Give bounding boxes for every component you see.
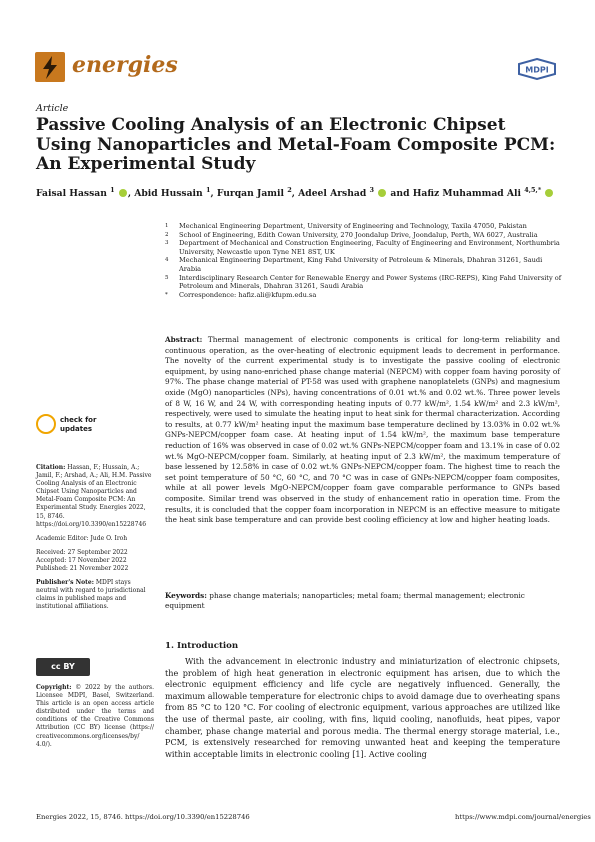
correspondence: * Correspondence: hafiz.ali@kfupm.edu.sa	[165, 290, 317, 299]
cc-license-icon[interactable]: cc BY	[36, 658, 90, 676]
author-affil: 1	[110, 186, 115, 194]
abstract	[165, 335, 560, 526]
journal-logo-icon	[35, 52, 65, 82]
check-updates-line2: updates	[60, 425, 92, 433]
journal-url-link[interactable]: https://www.mdpi.com/journal/energies	[455, 813, 591, 821]
affiliation-item: 1 Mechanical Engineering Department, University of Engineering and Technology, Taxila 47050, Pakistan	[165, 222, 527, 230]
accepted-date: Accepted: 17 November 2022	[36, 556, 127, 564]
section-heading: 1. Introduction	[165, 641, 239, 651]
author-name: Hafiz Muhammad Ali	[412, 188, 522, 200]
copyright-notice: Copyright: © 2022 by the authors. Licensee MDPI, Basel, Switzerland. This article is an open access article distributed under the terms and conditions of the Creative Commons Attribution (CC BY) license (https:// creativecommons.org/licenses/by/ 4.0/).	[36, 684, 154, 748]
affiliation-item: 3 Department of Mechanical and Construction Engineering, Faculty of Engineering and Environment, Northumbria University, Newcastle upon Tyne NE1 8ST, UK	[165, 239, 560, 256]
svg-text:MDPI: MDPI	[525, 65, 549, 75]
citation-text: Hassan, F.; Hussain, A.; Jamil, F.; Arshad, A.; Ali, H.M. Passive Cooling Analysis of an Electronic Chipset Using Nanoparticles and Metal-Foam Composite PCM: An Experimental Study. Energies 2022, 15, 8746. https://doi.org/10.3390/en15228746	[36, 464, 152, 528]
publisher-note: Publisher's Note: MDPI stays neutral with regard to jurisdictional claims in published maps and institutional affiliations.	[36, 579, 146, 611]
check-updates-line1: check for	[60, 416, 97, 424]
orcid-icon[interactable]	[119, 189, 127, 197]
author-affil: 3	[369, 186, 375, 194]
author-name: Furqan Jamil	[216, 188, 285, 200]
citation-block: Citation: Hassan, F.; Hussain, A.; Jamil, F.; Arshad, A.; Ali, H.M. Passive Cooling Analysis of an Electronic Chipset Using Nanoparticles and Metal-Foam Composite PCM: An Experimental Study. Energies 2022, 15, 8746. https://doi.org/10.3390/en15228746	[36, 464, 152, 528]
keywords	[165, 591, 560, 611]
keywords-label: Keywords:	[165, 591, 207, 600]
author-affil: 1	[205, 186, 211, 194]
sidebar	[36, 464, 154, 618]
author-name: Abid Hussain	[134, 188, 203, 200]
mdpi-logo-icon	[517, 58, 557, 80]
academic-editor: Academic Editor: Jude O. Iroh	[36, 534, 128, 542]
check-updates-icon	[36, 414, 56, 434]
affiliation-item: 5 Interdisciplinary Research Center for Renewable Energy and Power Systems (IRC-REPS), King Fahd University of Petroleum and Minerals, Dhahran 31261, Saudi Arabia	[165, 273, 562, 291]
author-list: Faisal Hassan $^1$ , Abid Hussain $^1$, Furqan Jamil $^2$, Adeel Arshad $^3$ and Hafiz Muhammad Ali $^{4,5,*}$	[36, 186, 576, 199]
paper-title: Passive Cooling Analysis of an Electronic Chipset Using Nanoparticles and Metal-Foam Composite PCM: An Experimental Study	[36, 115, 556, 174]
published-date: Published: 21 November 2022	[36, 565, 129, 573]
abstract-text: Thermal management of electronic components is critical for long-term reliability and continuous operation, as the over-heating of electronic equipment leads to decrement in performance. The novelty of the current experimental study is to investigate the passive cooling of electronic equipment, by using nano-enriched phase change material (NEPCM) with copper foam having porosity of 97%. The phase change material of PT-58 was used with graphene nanoplatelets (GNPs) and magnesium oxide (MgO) nanoparticles (NPs), having concentrations of 0.01 wt.% and 0.02 wt.%. Three power levels of 8 W, 16 W, and 24 W, with corresponding heating inputs of 0.77 kW/m², 1.54 kW/m² and 2.3 kW/m², respectively, were used to simulate the heating input to heat sink for thermal characterization. According to results, at 0.77 kW/m² heating input the maximum base temperature declined by 13.03% in 0.02 wt.% GNPs-NEPCM/copper foam case. At heating input of 1.54 kW/m², the maximum base temperature reduction of 16% was observed in case of 0.02 wt.% GNPs-NEPCM/copper foam and 13.1% in case of 0.02 wt.% MgO-NEPCM/copper foam. Similarly, at heating input of 2.3 kW/m², the maximum temperature of base lessened by 12.58% in case of 0.02 wt.% GNPs-NEPCM/copper foam. The highest time to reach the set point temperature of 50 °C, 60 °C, and 70 °C was in case of GNPs-NEPCM/copper foam composites, while at all power levels MgO-NEPCM/copper foam gave comparable performance to GNPs based composite. Similar trend was observed in the study of enhancement ratio in operation time. From the results, it is concluded that the copper foam incorporation in NEPCM is an effective measure to mitigate the heat sink base temperature and can provide best cooling efficiency at low and higher heating loads.	[165, 335, 560, 525]
check-for-updates-button[interactable]	[36, 414, 154, 442]
journal-name: energies	[72, 52, 178, 78]
author-affil: 2	[287, 186, 292, 194]
orcid-icon[interactable]	[545, 189, 553, 197]
keywords-text: phase change materials; nanoparticles; metal foam; thermal management; electronic equipment	[165, 591, 525, 610]
author-affil: 4,5,*	[524, 186, 542, 194]
affiliation-item: 4 Mechanical Engineering Department, King Fahd University of Petroleum & Minerals, Dhahran 31261, Saudi Arabia	[165, 256, 543, 273]
abstract-label: Abstract:	[165, 335, 203, 344]
intro-paragraph: With the advancement in electronic industry and miniaturization of electronic chipsets, the problem of high heat generation in electronic equipment has arisen, due to which the electronic equipment efficiency and life cycle are negatively influenced. Generally, the maximum allowable temperature for electronic chips to avoid damage due to overheating spans from 85 °C to 120 °C. For cooling of electronic equipment, various approaches are utilized like the use of thermal paste, air cooling, with fins, liquid cooling, nanofluids, heat pipes, vapor chamber, phase change material and porous media. The thermal energy storage material, i.e., PCM, is extensively researched for removing unwanted heat and keeping the temperature within acceptable limits in electronic cooling [1]. Active cooling	[165, 656, 560, 759]
footer-citation: Energies 2022, 15, 8746. https://doi.org/10.3390/en15228746	[36, 813, 250, 821]
author-name: Faisal Hassan	[36, 188, 107, 200]
affiliation-item: 2 School of Engineering, Edith Cowan University, 270 Joondalup Drive, Joondalup, Perth, WA 6027, Australia	[165, 230, 538, 239]
article-type: Article	[36, 103, 69, 114]
author-name: Adeel Arshad	[298, 188, 367, 200]
affiliations	[165, 222, 565, 299]
received-date: Received: 27 September 2022	[36, 548, 128, 556]
orcid-icon[interactable]	[378, 189, 386, 197]
